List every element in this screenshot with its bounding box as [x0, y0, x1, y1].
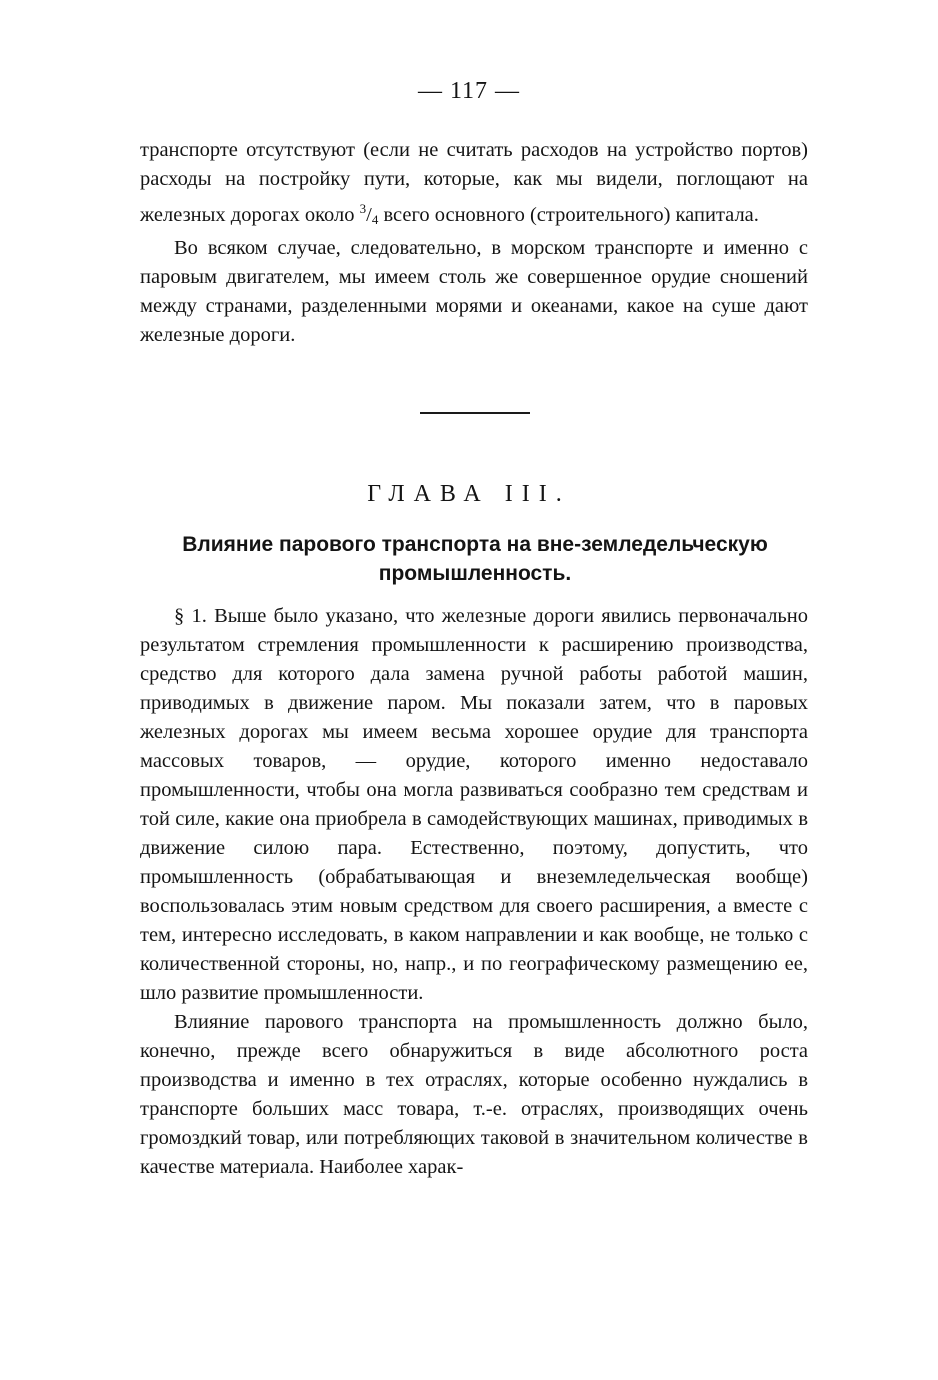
- continued-paragraph-text-start: транспорте отсутствуют (если не считать расходов на устройство портов) расходы на постройку пути, которые, как мы видели, поглощают на железных дорогах около: [140, 139, 808, 226]
- section-separator-rule: [420, 412, 530, 414]
- top-text-block: [140, 136, 808, 350]
- fraction-numerator: 3: [359, 201, 367, 216]
- influence-paragraph: Влияние парового транспорта на промышленность должно было, конечно, прежде всего обнаружиться в виде абсолютного роста производства и именно в тех отраслях, которые особенно нуждались в транспорте больших масс товара, т.-е. отраслях, производящих очень громоздкий товар, или потребляющих таковой в значительном количестве в качестве материала. Наиболее харак-: [140, 1011, 808, 1178]
- page-number: — 117 —: [417, 78, 521, 104]
- chapter-title: Влияние парового транспорта на вне-земледельческую промышленность.: [182, 533, 768, 585]
- chapter-heading: ГЛАВА III.: [367, 481, 571, 507]
- continued-paragraph: [140, 136, 808, 234]
- conclusion-paragraph: Во всяком случае, следовательно, в морском транспорте и именно с паровым двигателем, мы имеем столь же совершенное орудие сношений между странами, разделенными морями и океанами, какое на суше дают железные дороги.: [140, 237, 808, 346]
- fraction-denominator: 4: [371, 212, 379, 227]
- section-1-paragraph: § 1. Выше было указано, что железные дороги явились первоначально результатом стремления промышленности к расширению производства, средство для которого дала замена ручной работы работой машин, приводимых в движение паром. Мы показали затем, что в паровых железных дорогах мы имеем весьма хорошее орудие для транспорта массовых товаров, — орудие, которого именно недоставало промышленности, чтобы она могла развиваться сообразно тем средствам и той силе, какие она приобрела в самодействующих машинах, приводимых в движение силою пара. Естественно, поэтому, допустить, что промышленность (обрабатывающая и внеземледельческая вообще) воспользовалась этим новым средством для своего расширения, а вместе с тем, интересно исследовать, в каком направлении и как вообще, не только с количественной стороны, но, напр., и по географическому размещению ее, шло развитие промышленности.: [140, 605, 808, 1004]
- main-text-block: [140, 602, 808, 1182]
- continued-paragraph-text-end: всего основного (строительного) капитала.: [378, 204, 759, 226]
- fraction-slash: /: [366, 204, 372, 226]
